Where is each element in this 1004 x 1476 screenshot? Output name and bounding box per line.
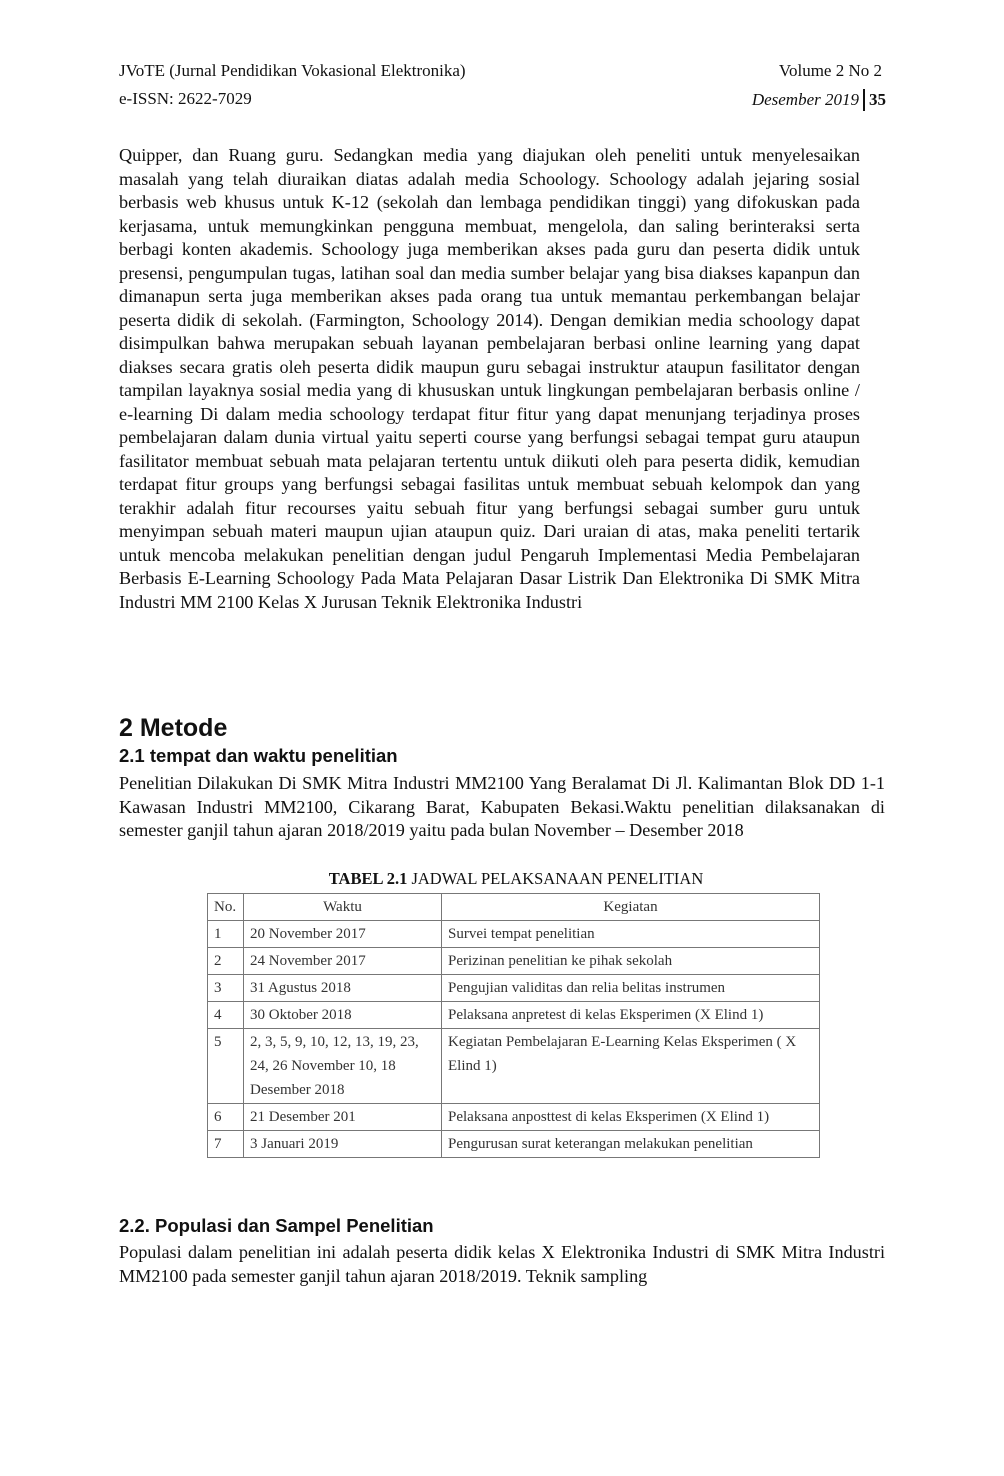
table-row	[208, 1002, 820, 1029]
cell-no: 1	[208, 921, 244, 948]
cell-waktu: 2, 3, 5, 9, 10, 12, 13, 19, 23, 24, 26 November 10, 18 Desember 2018	[244, 1029, 442, 1104]
section-title: 2 Metode	[119, 714, 228, 742]
cell-waktu: 3 Januari 2019	[244, 1131, 442, 1158]
table-row	[208, 1104, 820, 1131]
cell-kegiatan: Pelaksana anposttest di kelas Eksperimen (X Elind 1)	[442, 1104, 820, 1131]
cell-no: 3	[208, 975, 244, 1002]
table-caption-text: JADWAL PELAKSANAAN PENELITIAN	[411, 869, 704, 888]
intro-paragraph: Quipper, dan Ruang guru. Sedangkan media yang diajukan oleh peneliti untuk menyelesaikan masalah yang telah diuraikan diatas adalah media Schoology. Schoology adalah jejaring sosial berbasis web khusus untuk K-12 (sekolah dan lembaga pendidikan tinggi) yang difokuskan pada kerjasama, untuk memungkinkan pengguna membuat, mengelola, dan saling berinteraksi serta berbagi konten akademis. Schoology juga memberikan akses pada guru dan peserta didik untuk presensi, pengumpulan tugas, latihan soal dan media sumber belajar yang bisa diakses kapanpun dan dimanapun serta juga memberikan akses pada orang tua untuk memantau perkembangan belajar peserta didik di sekolah. (Farmington, Schoology 2014). Dengan demikian media schoology dapat disimpulkan bahwa merupakan sebuah layanan pembelajaran berbasi online learning yang dapat diakses secara gratis oleh peserta didik maupun guru sebagai instruktur ataupun fasilitator dengan tampilan layaknya sosial media yang di khususkan untuk lingkungan pembelajaran berbasis online / e-learning Di dalam media schoology terdapat fitur fitur yang dapat menunjang terjadinya proses pembelajaran dalam dunia virtual yaitu seperti course yang berfungsi sebagai tempat guru ataupun fasilitator membuat sebuah mata pelajaran tertentu untuk diikuti oleh para peserta didik, kemudian terdapat fitur groups yang berfungsi sebagai fasilitas untuk membuat sebuah kelompok dan yang terakhir adalah fitur recourses yaitu sebuah fitur yang berfungsi sebagai sumber guru untuk menyimpan sebuah materi maupun ujian ataupun quiz. Dari uraian di atas, maka peneliti tertarik untuk mencoba melakukan penelitian dengan judul Pengaruh Implementasi Media Pembelajaran Berbasis E-Learning Schoology Pada Mata Pelajaran Dasar Listrik Dan Elektronika Di SMK Mitra Industri MM 2100 Kelas X Jurusan Teknik Elektronika Industri	[119, 145, 860, 612]
table-caption-label: TABEL 2.1	[328, 869, 408, 888]
cell-kegiatan: Pelaksana anpretest di kelas Eksperimen (X Elind 1)	[442, 1002, 820, 1029]
subsection-paragraph: Penelitian Dilakukan Di SMK Mitra Industri MM2100 Yang Beralamat Di Jl. Kalimantan Blok DD 1-1 Kawasan Industri MM2100, Cikarang Barat, Kabupaten Bekasi.Waktu penelitian dilaksanakan di semester ganjil tahun ajaran 2018/2019 yaitu pada bulan November – Desember 2018	[119, 773, 885, 840]
cell-no: 4	[208, 1002, 244, 1029]
cell-kegiatan: Pengujian validitas dan relia belitas instrumen	[442, 975, 820, 1002]
table-row	[208, 1029, 820, 1104]
cell-no: 6	[208, 1104, 244, 1131]
header-divider	[863, 89, 865, 111]
publication-date: Desember 2019	[751, 90, 859, 109]
subsection-title: 2.1 tempat dan waktu penelitian	[119, 745, 398, 766]
cell-kegiatan: Perizinan penelitian ke pihak sekolah	[442, 948, 820, 975]
cell-waktu: 24 November 2017	[244, 948, 442, 975]
column-header: Waktu	[244, 894, 442, 921]
column-header: No.	[208, 894, 244, 921]
table-row	[208, 921, 820, 948]
cell-no: 2	[208, 948, 244, 975]
table-header-row	[208, 894, 820, 921]
cell-no: 7	[208, 1131, 244, 1158]
schedule-table	[207, 893, 820, 1158]
header-date-page	[752, 89, 886, 111]
cell-waktu: 31 Agustus 2018	[244, 975, 442, 1002]
journal-issn: e-ISSN: 2622-7029	[119, 89, 252, 108]
subsection-title: 2.2. Populasi dan Sampel Penelitian	[119, 1215, 434, 1236]
cell-kegiatan: Pengurusan surat keterangan melakukan penelitian	[442, 1131, 820, 1158]
journal-volume: Volume 2 No 2	[778, 61, 882, 80]
table-row	[208, 948, 820, 975]
journal-title: JVoTE (Jurnal Pendidikan Vokasional Elektronika)	[119, 61, 466, 80]
table-row	[208, 1131, 820, 1158]
page-number: 35	[869, 90, 886, 109]
column-header: Kegiatan	[442, 894, 820, 921]
cell-waktu: 20 November 2017	[244, 921, 442, 948]
cell-waktu: 30 Oktober 2018	[244, 1002, 442, 1029]
table-row	[208, 975, 820, 1002]
cell-kegiatan: Survei tempat penelitian	[442, 921, 820, 948]
subsection-paragraph: Populasi dalam penelitian ini adalah peserta didik kelas X Elektronika Industri di SMK Mitra Industri MM2100 pada semester ganjil tahun ajaran 2018/2019. Teknik sampling	[119, 1242, 885, 1286]
cell-waktu: 21 Desember 201	[244, 1104, 442, 1131]
cell-no: 5	[208, 1029, 244, 1104]
table-caption	[0, 869, 1004, 889]
cell-kegiatan: Kegiatan Pembelajaran E-Learning Kelas Eksperimen ( X Elind 1)	[442, 1029, 820, 1104]
